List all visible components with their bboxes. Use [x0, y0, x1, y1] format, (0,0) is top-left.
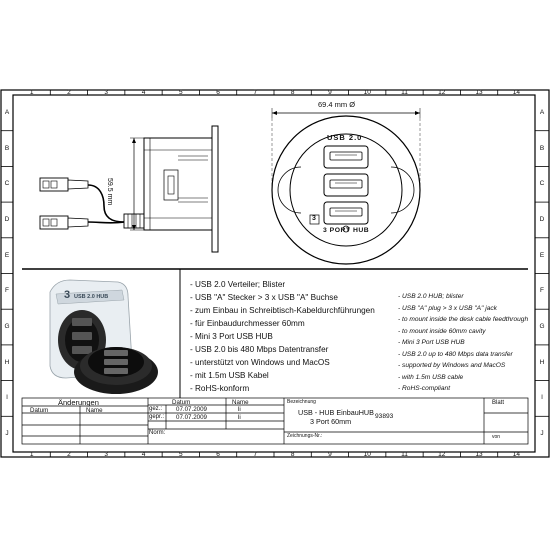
row-label: I [6, 394, 8, 402]
column-label: 13 [475, 451, 483, 458]
column-label: 9 [328, 451, 332, 458]
gepr-label: gepr.: [149, 414, 165, 420]
feature-de-item: - mit 1.5m USB Kabel [190, 371, 269, 380]
column-label: 4 [141, 89, 146, 96]
hub-top-label: USB 2.0 [327, 133, 363, 142]
datum-col-label: Datum [30, 407, 49, 414]
feature-de-item: - für Einbaudurchmesser 60mm [190, 319, 305, 328]
column-label: 1 [29, 451, 34, 458]
row-label: D [539, 215, 545, 223]
row-label: J [5, 430, 9, 438]
feature-de-item: - RoHS-konform [190, 384, 250, 393]
datum-head: Datum [172, 399, 191, 406]
bezeichnung-label: Bezeichnung [287, 399, 316, 405]
column-label: 5 [178, 451, 183, 458]
column-label: 3 [104, 451, 109, 458]
column-label: 6 [216, 89, 220, 96]
package-text: USB 2.0 HUB [74, 294, 109, 300]
features-de [190, 278, 375, 395]
row-label: C [4, 180, 10, 188]
feature-en-item: - supported by Windows and MacOS [398, 362, 506, 369]
column-label: 2 [67, 89, 71, 96]
row-label: C [539, 180, 545, 188]
column-label: 11 [401, 89, 408, 96]
column-label: 14 [512, 451, 520, 458]
date-1: 07.07.2009 [176, 406, 207, 413]
title-line-2: 3 Port 60mm [310, 417, 352, 426]
row-label: H [539, 358, 545, 366]
row-label: J [540, 430, 544, 438]
row-label: D [4, 215, 10, 223]
feature-de-item: - unterstützt von Windows und MacOS [190, 358, 330, 367]
zeichnungs-nr-label: Zeichnungs-Nr.: [287, 433, 323, 439]
row-label: E [539, 251, 545, 259]
feature-de-item: - Mini 3 Port USB HUB [190, 332, 273, 341]
feature-en-item: - to mount inside the desk cable feedthrough [398, 316, 529, 323]
feature-en-item: - RoHS-compliant [398, 385, 451, 392]
column-label: 12 [438, 89, 446, 96]
row-label: E [4, 251, 10, 259]
feature-en-item: - USB "A" plug > 3 x USB "A" jack [398, 304, 497, 312]
column-label: 3 [104, 89, 109, 96]
row-label: B [4, 144, 10, 152]
side-view [40, 126, 218, 252]
column-label: 12 [438, 451, 446, 458]
row-label: A [4, 108, 10, 116]
row-label: H [4, 358, 10, 366]
feature-de-item: - USB 2.0 bis 480 Mbps Datentransfer [190, 345, 329, 354]
column-label: 7 [253, 89, 258, 96]
column-label: 5 [178, 89, 183, 96]
row-label: B [539, 144, 545, 152]
row-label: F [540, 287, 544, 295]
name-col-label: Name [86, 407, 103, 414]
column-label: 8 [290, 89, 295, 96]
hub-bottom-label: 3 PORT HUB [323, 227, 370, 234]
name-1: li [238, 406, 241, 413]
article-number: 93893 [375, 413, 394, 420]
row-label: G [4, 323, 10, 331]
row-label: I [541, 394, 543, 402]
feature-en-item: - USB 2.0 up to 480 Mbps data transfer [398, 350, 513, 358]
column-label: 13 [475, 89, 483, 96]
column-label: 9 [328, 89, 332, 96]
norm-label: Norm: [149, 430, 166, 436]
column-label: 8 [290, 451, 295, 458]
blatt-label: Blatt [492, 400, 505, 406]
feature-en-item: - to mount inside 60mm cavity [398, 327, 486, 335]
column-label: 4 [141, 451, 146, 458]
column-label: 2 [67, 451, 71, 458]
height-dimension: 59.5 mm [106, 178, 113, 206]
row-label: F [5, 287, 9, 295]
column-label: 10 [363, 451, 371, 458]
row-label: A [539, 108, 545, 116]
column-label: 1 [29, 89, 34, 96]
feature-de-item: - USB 2.0 Verteiler; Blister [190, 280, 286, 289]
package-logo-digit: 3 [64, 289, 71, 301]
column-label: 7 [253, 451, 258, 458]
feature-en-item: - with 1.5m USB cable [398, 373, 464, 381]
front-view [272, 108, 420, 264]
title-line-1: USB - HUB EinbauHUB [298, 408, 374, 417]
column-label: 11 [401, 451, 408, 458]
hub-logo-digit: 3 [312, 215, 316, 222]
features-en [398, 291, 528, 395]
date-2: 07.07.2009 [176, 414, 207, 421]
feature-en-item: - USB 2.0 HUB; blister [398, 293, 464, 300]
column-label: 14 [512, 89, 520, 96]
row-label: G [539, 323, 545, 331]
diameter-dimension: 69.4 mm Ø [318, 100, 356, 109]
feature-de-item: - USB "A" Stecker > 3 x USB "A" Buchse [190, 293, 338, 302]
column-label: 6 [216, 451, 220, 458]
name-2: li [238, 414, 241, 421]
feature-de-item: - zum Einbau in Schreibtisch-Kabeldurchführungen [190, 306, 375, 315]
feature-en-item: - Mini 3 Port USB HUB [398, 339, 465, 346]
column-label: 10 [363, 89, 371, 96]
name-head: Name [232, 399, 249, 406]
aenderungen-label: Änderungen [58, 398, 99, 407]
von-label: von [492, 434, 501, 440]
gez-label: gez.: [149, 406, 163, 412]
